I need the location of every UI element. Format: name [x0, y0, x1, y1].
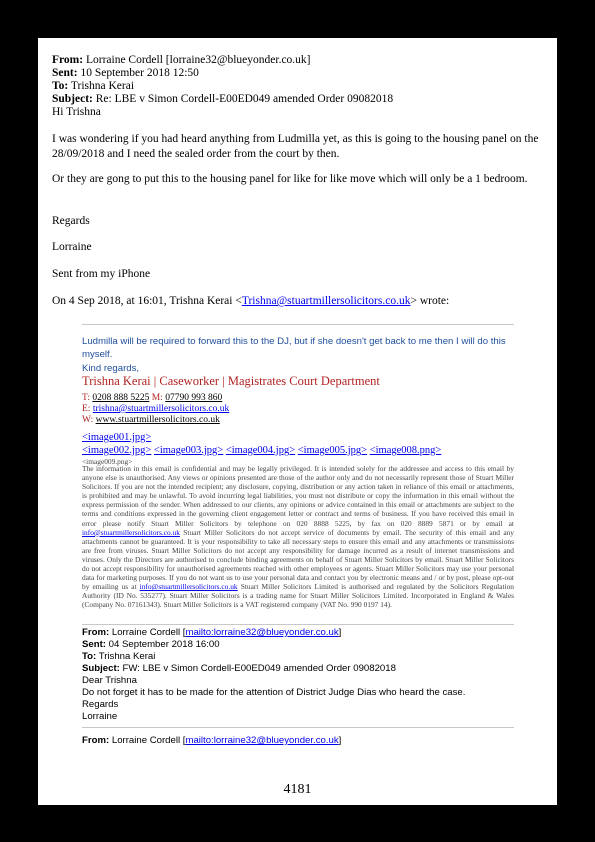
- email-from-line: From: Lorraine Cordell [lorraine32@blueyonder.co.uk]: [52, 54, 311, 66]
- image-attachment-link[interactable]: <image002.jpg>: [82, 445, 152, 456]
- reply-kind-regards: Kind regards,: [82, 363, 140, 374]
- image-attachment-link[interactable]: <image004.jpg>: [225, 445, 296, 456]
- email-subject-line: Subject: Re: LBE v Simon Cordell-E00ED049 amended Order 09082018: [52, 93, 394, 105]
- fwd2-from-mailto-link[interactable]: mailto:lorraine32@blueyonder.co.uk: [185, 735, 339, 746]
- disclaimer-email-link[interactable]: info@stuartmillersolicitors.co.uk: [82, 527, 180, 537]
- image-attachment-link[interactable]: <image001.jpg>: [82, 432, 152, 443]
- fwd-from-mailto-link[interactable]: mailto:lorraine32@blueyonder.co.uk: [185, 627, 339, 638]
- divider: [82, 727, 514, 728]
- legal-disclaimer: The information in this email is confidential and may be legally privileged. It is intended solely for the addressee and access to this email by anyone else is unauthorised. Any views or opinions presented are those of the author only and do not necessarily represent those of Stuart Miller Solicitors. If you are not the intended recipient; any disclosure, copying, distribution or any action taken in reliance of this email or attachments, is prohibited and may be unlawful. To avoid incurring legal liabilities, you must not distribute or copy the information in this email without the express permission of the sender. When addressed to our clients, any opinions or advice contained in this email or attachments are subject to the terms and conditions expressed in the governing client engagement letter or contract and terms of business. If you have received this email in error please notify Stuart Miller Solicitors by telephone on 020 8888 5225, by fax on 020 8889 5871 or by email at info@stuartmillersolicitors.co.uk Stuart Miller Solicitors do not accept service of documents by email. The security of this email and any attachments cannot be guaranteed. It is your responsibility to take all necessary steps to ensure this email and any attachments or transmissions are free from viruses. Stuart Miller Solicitors do not accept any responsibility for damage incurred as a result of internet transmissions and viruses. Only the Directors are authorised to conclude binding agreements on behalf of Stuart Miller Solicitors by email. Stuart Miller Solicitors do not accept responsibility for unauthorised agreements reached with other employees or agents. Stuart Miller Solicitors may use your personal data for marketing purposes. If you do not want us to use your personal data and contact you by electronic means and / or by post, please opt-out by emailing us at info@stuartmillersolicitors.co.uk Stuart Miller Solicitors Limited is authorised and regulated by the Solicitors Regulation Authority (ID No. 535277). Stuart Miller Solicitors is a trading name for Stuart Miller Solicitors Limited. Incorporated in England & Wales (Company No. 07161343). Stuart Miller Solicitors is a VAT registered company (VAT No. 990 0197 14).: [82, 464, 515, 610]
- image-placeholder-text: <image009.png>: [82, 457, 133, 466]
- signature-mobile[interactable]: 07790 993 860: [165, 393, 223, 403]
- fwd-body-greeting: Dear Trishna: [82, 675, 137, 686]
- fwd-to-line: To: Trishna Kerai: [82, 651, 156, 662]
- fwd-body-text: Do not forget it has to be made for the attention of District Judge Dias who heard the case.: [82, 687, 466, 698]
- image-links-row-2: [82, 445, 441, 457]
- reply-body: Ludmilla will be required to forward this to the DJ, but if she doesn't get back to me then I will do this myself.: [82, 336, 506, 360]
- signature-phone-line: T: 0208 888 5225 M: 07790 993 860: [82, 393, 223, 403]
- email-paragraph-1: I was wondering if you had heard anything from Ludmilla yet, as this is going to the housing panel on the 28/09/2018 and I need the sealed order from the court by then.: [52, 133, 539, 160]
- disclaimer-optout-link[interactable]: info@stuartmillersolicitors.co.uk: [139, 582, 238, 592]
- signature-email-line: E: trishna@stuartmillersolicitors.co.uk: [82, 404, 230, 414]
- quote-email-link[interactable]: Trishna@stuartmillersolicitors.co.uk: [241, 295, 411, 307]
- signature-web-link[interactable]: www.stuartmillersolicitors.co.uk: [95, 415, 220, 425]
- email-sent-line: Sent: 10 September 2018 12:50: [52, 67, 199, 79]
- signature-name-title: Trishna Kerai | Caseworker | Magistrates Court Department: [82, 374, 380, 388]
- page-number: 4181: [283, 782, 312, 797]
- email-to-line: To: Trishna Kerai: [52, 80, 135, 92]
- fwd-sent-line: Sent: 04 September 2018 16:00: [82, 639, 220, 650]
- fwd-from-line: From: Lorraine Cordell [mailto:lorraine32@blueyonder.co.uk]: [82, 627, 342, 638]
- signature-phone[interactable]: 0208 888 5225: [92, 393, 150, 403]
- fwd-body-name: Lorraine: [82, 711, 118, 722]
- email-signoff-name: Lorraine: [52, 241, 92, 253]
- signature-email-link[interactable]: trishna@stuartmillersolicitors.co.uk: [92, 404, 230, 414]
- email-greeting: Hi Trishna: [52, 106, 101, 118]
- divider: [82, 624, 514, 625]
- signature-web-line: W: www.stuartmillersolicitors.co.uk: [82, 415, 220, 425]
- quote-intro-line: On 4 Sep 2018, at 16:01, Trishna Kerai <Trishna@stuartmillersolicitors.co.uk> wrote:: [52, 295, 450, 307]
- fwd-subject-line: Subject: FW: LBE v Simon Cordell-E00ED049 amended Order 09082018: [82, 663, 396, 674]
- email-paragraph-2: Or they are gong to put this to the housing panel for like for like move which will only be a 1 bedroom.: [52, 173, 528, 185]
- divider: [82, 324, 514, 325]
- fwd2-from-line: From: Lorraine Cordell [mailto:lorraine32@blueyonder.co.uk]: [82, 735, 342, 746]
- email-sent-from: Sent from my iPhone: [52, 268, 151, 280]
- document-page: [38, 38, 557, 805]
- image-attachment-link[interactable]: <image005.jpg>: [297, 445, 368, 456]
- image-attachment-link[interactable]: <image008.png>: [369, 445, 442, 456]
- fwd-body-regards: Regards: [82, 699, 119, 710]
- email-regards: Regards: [52, 215, 90, 227]
- image-links-row-1: [82, 432, 151, 444]
- image-attachment-link[interactable]: <image003.jpg>: [153, 445, 224, 456]
